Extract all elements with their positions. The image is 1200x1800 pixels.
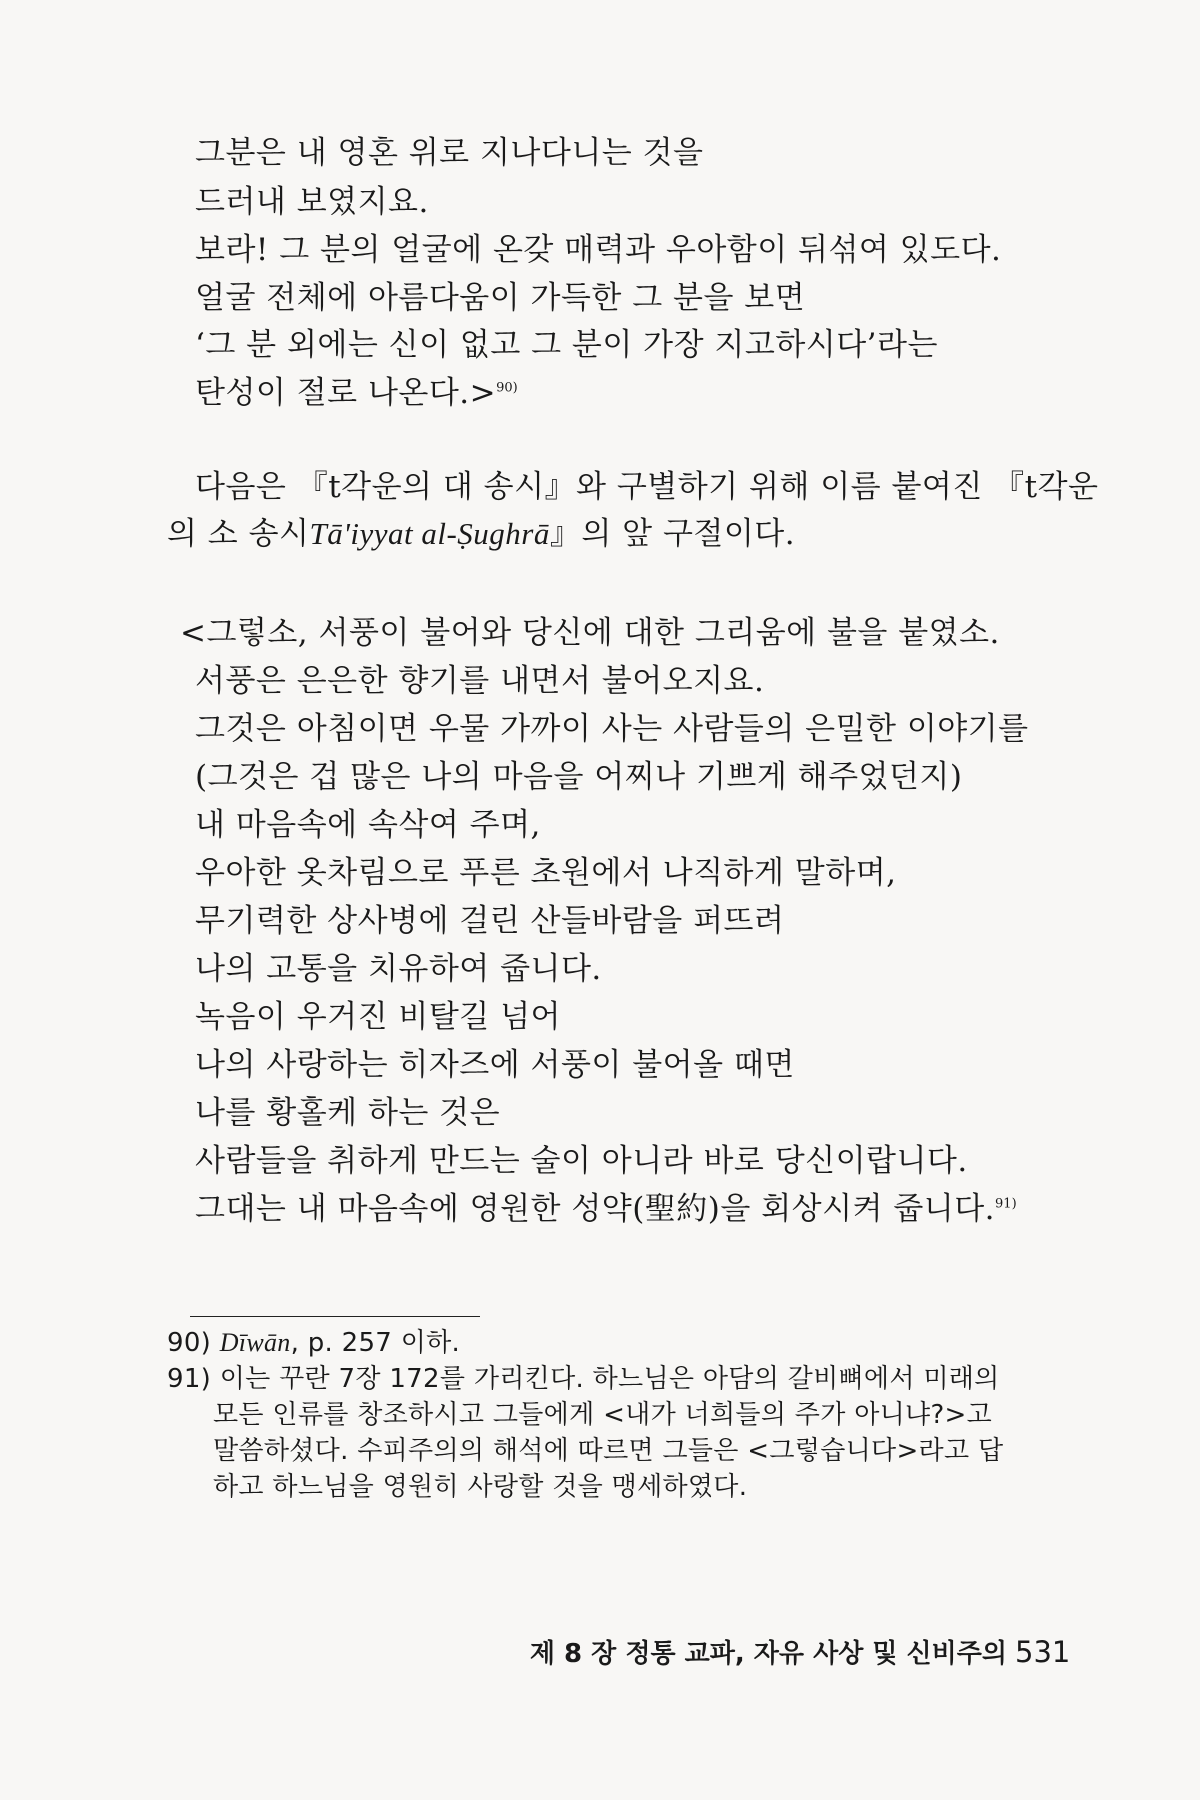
poem-line: <그렇소, 서풍이 불어와 당신에 대한 그리움에 불을 붙였소. [180, 615, 1000, 651]
poem-line: 나를 황홀케 하는 것은 [195, 1095, 501, 1131]
poem-line-text: 탄성이 절로 나온다.> [195, 375, 497, 411]
poem-line-text: 그대는 내 마음속에 영원한 성약(聖約)을 회상시켜 줍니다. [195, 1191, 996, 1227]
poem-line: 무기력한 상사병에 걸린 산들바람을 퍼뜨려 [195, 903, 785, 939]
footnote-text: , p. 257 이하. [290, 1328, 461, 1358]
poem-line: ‘그 분 외에는 신이 없고 그 분이 가장 지고하시다’라는 [195, 327, 938, 363]
poem-line: 녹음이 우거진 비탈길 넘어 [195, 999, 561, 1035]
footnote-91-line: 말씀하셨다. 수피주의의 해석에 따르면 그들은 <그렇습니다>라고 답 [213, 1436, 1004, 1466]
paragraph-line-2 [167, 514, 795, 554]
paragraph-text: 의 소 송시 [167, 516, 310, 552]
footnote-90 [167, 1326, 460, 1360]
footnote-91-first-line [167, 1362, 1000, 1396]
footnote-separator [190, 1316, 480, 1317]
poem-line: (그것은 겁 많은 나의 마음을 어찌나 기쁘게 해주었던지) [195, 759, 963, 795]
poem-title: Tā'iyyat al-Ṣughrā [309, 516, 550, 551]
page-number: 531 [1015, 1635, 1071, 1669]
footnote-number: 90) [167, 1328, 212, 1358]
poem-line: 나의 고통을 치유하여 줍니다. [195, 951, 602, 987]
poem-line: 사람들을 취하게 만드는 술이 아니라 바로 당신이랍니다. [195, 1143, 968, 1179]
footnote-text: 이는 꾸란 7장 172를 가리킨다. 하느님은 아담의 갈비뼈에서 미래의 [219, 1364, 1000, 1394]
running-footer-chapter: 제 8 장 정통 교파, 자유 사상 및 신비주의 [529, 1639, 1007, 1669]
footnote-marker-91: 91) [995, 1196, 1017, 1212]
footnote-91-line: 하고 하느님을 영원히 사랑할 것을 맹세하였다. [213, 1472, 748, 1502]
poem-line: 드러내 보였지요. [195, 184, 429, 220]
poem-line: 보라! 그 분의 얼굴에 온갖 매력과 우아함이 뒤섞여 있도다. [195, 232, 1002, 268]
poem-line: 우아한 옷차림으로 푸른 초원에서 나직하게 말하며, [195, 855, 897, 891]
poem-line: 내 마음속에 속삭여 주며, [195, 807, 541, 843]
footnote-source-title: Dīwān [219, 1328, 291, 1357]
footnote-marker-90: 90) [496, 380, 518, 396]
footnote-91-line: 모든 인류를 창조하시고 그들에게 <내가 너희들의 주가 아니냐?>고 [213, 1400, 993, 1430]
paragraph-text: 』의 앞 구절이다. [549, 516, 796, 552]
poem-line-last [195, 1189, 1017, 1229]
poem-line: 그것은 아침이면 우물 가까이 사는 사람들의 은밀한 이야기를 [195, 711, 1029, 747]
paragraph-line-1: 다음은 『t각운의 대 송시』와 구별하기 위해 이름 붙여진 『t각운 [195, 469, 1099, 505]
poem-line: 나의 사랑하는 히자즈에 서풍이 불어올 때면 [195, 1047, 795, 1083]
poem-line: 얼굴 전체에 아름다움이 가득한 그 분을 보면 [195, 280, 806, 316]
poem-line: 그분은 내 영혼 위로 지나다니는 것을 [195, 135, 704, 171]
poem-line-last [195, 373, 518, 413]
poem-line: 서풍은 은은한 향기를 내면서 불어오지요. [195, 663, 765, 699]
footnote-number: 91) [167, 1364, 212, 1394]
